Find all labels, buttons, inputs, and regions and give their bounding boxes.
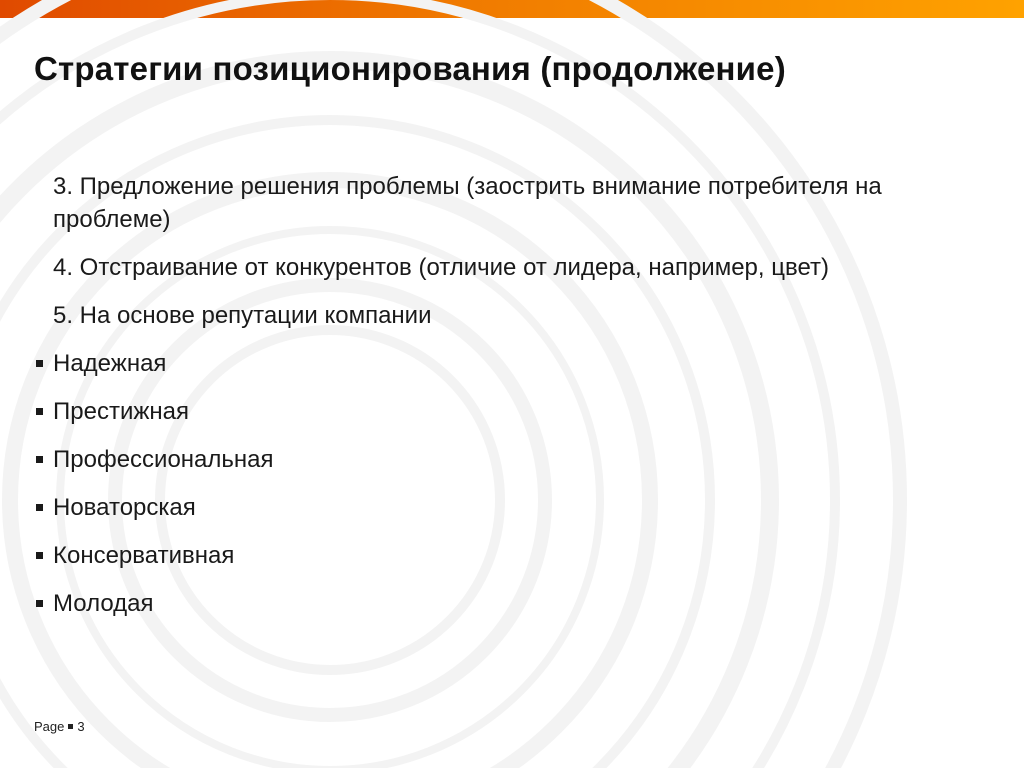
slide-title: Стратегии позиционирования (продолжение): [34, 50, 786, 87]
page-number: 3: [77, 719, 85, 734]
list-item-label: Профессиональная: [53, 446, 274, 473]
list-item: [53, 443, 1000, 476]
square-bullet-icon: [36, 552, 43, 559]
list-item: [53, 539, 1000, 572]
paragraph-problem-solution: 3. Предложение решения проблемы (заострить внимание потребителя на проблеме): [53, 173, 882, 233]
list-item-label: Надежная: [53, 350, 167, 377]
list-item: [53, 491, 1000, 524]
page-label: Page: [34, 719, 65, 734]
list-item-label: Престижная: [53, 398, 189, 425]
list-item-label: Консервативная: [53, 542, 235, 569]
page-footer: [34, 719, 85, 734]
list-item: [53, 395, 1000, 428]
square-bullet-icon: [36, 456, 43, 463]
slide-body: [0, 170, 1000, 635]
square-bullet-icon: [36, 504, 43, 511]
paragraph-company-reputation: 5. На основе репутации компании: [53, 302, 432, 329]
separator-square-icon: [68, 724, 73, 729]
square-bullet-icon: [36, 360, 43, 367]
square-bullet-icon: [36, 408, 43, 415]
list-item: [53, 347, 1000, 380]
paragraph-competitor-differentiation: 4. Отстраивание от конкурентов (отличие от лидера, например, цвет): [53, 254, 829, 281]
list-item-label: Молодая: [53, 590, 154, 617]
list-item: [53, 587, 1000, 620]
square-bullet-icon: [36, 600, 43, 607]
list-item-label: Новаторская: [53, 494, 196, 521]
